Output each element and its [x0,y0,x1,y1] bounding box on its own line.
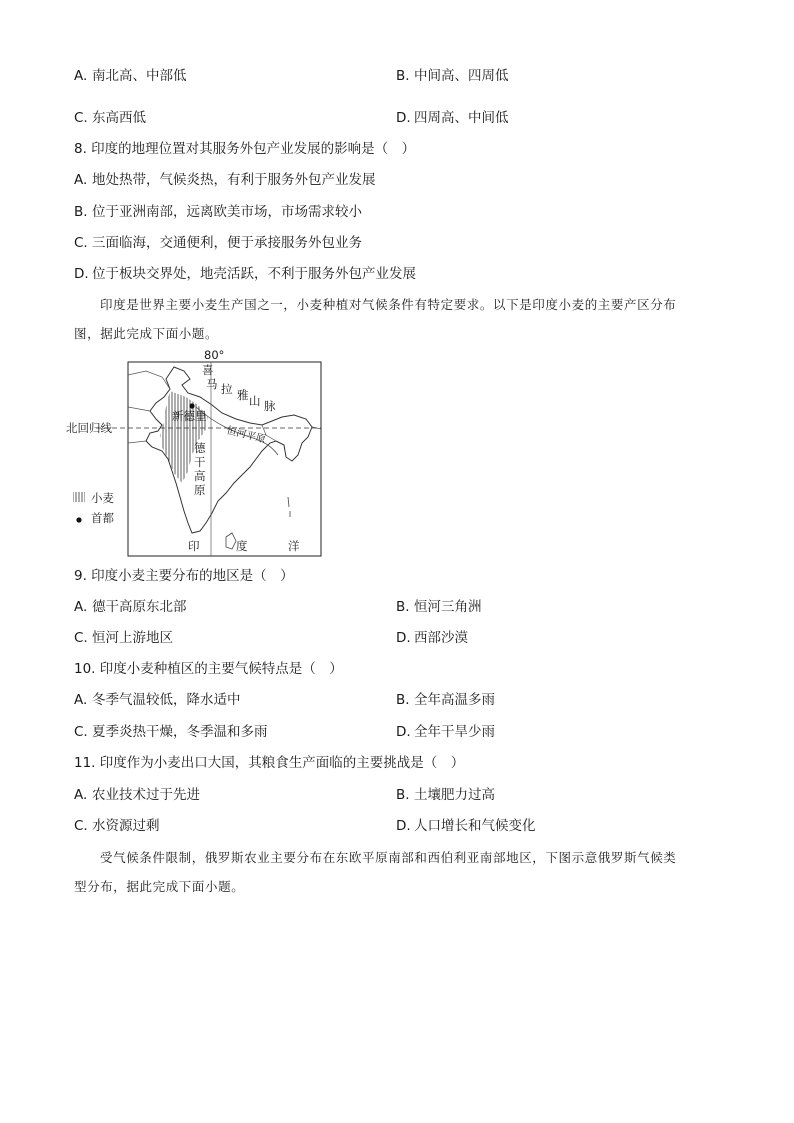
q11-option-b: B. 土壤肥力过高 [396,787,495,803]
q8-option-d: D. 位于板块交界处，地壳活跃，不利于服务外包产业发展 [74,266,416,282]
q9-option-d: D. 西部沙漠 [396,630,468,646]
himalaya-char-1: 喜 [202,363,214,377]
intro-paragraph-russia: 受气候条件限制，俄罗斯农业主要分布在东欧平原南部和西伯利亚南部地区，下图示意俄罗斯气候类 型分布，据此完成下面小题。 [74,850,677,894]
deccan-char-1: 德 [194,441,206,455]
q11-stem: 11. 印度作为小麦出口大国，其粮食生产面临的主要挑战是（ ） [74,755,465,771]
q7-option-b: B. 中间高、四周低 [396,68,509,84]
deccan-char-3: 高 [194,469,206,483]
tropic-label: 北回归线 [66,421,112,435]
deccan-char-4: 原 [194,483,206,497]
himalaya-char-2: 马 [206,377,218,391]
q11-option-c: C. 水资源过剩 [74,818,160,834]
intro-paragraph-india: 印度是世界主要小麦生产国之一，小麦种植对气候条件有特定要求。以下是印度小麦的主要产区分布 图，据此完成下面小题。 [74,297,677,341]
q9-option-c: C. 恒河上游地区 [74,630,173,646]
q11-option-d: D. 人口增长和气候变化 [396,818,536,834]
himalaya-char-5: 山 [249,394,261,408]
q9-option-a: A. 德干高原东北部 [74,599,187,615]
ocean-char-3: 洋 [288,539,300,553]
q7-option-c: C. 东高西低 [74,110,146,126]
himalaya-char-6: 脉 [264,399,276,413]
india-wheat-map [66,347,328,559]
ocean-char-1: 印 [188,539,200,553]
q8-stem: 8. 印度的地理位置对其服务外包产业发展的影响是（ ） [74,141,416,157]
q9-option-b: B. 恒河三角洲 [396,599,482,615]
meridian-label: 80° [204,348,225,362]
q10-stem: 10. 印度小麦种植区的主要气候特点是（ ） [74,661,343,677]
q9-stem: 9. 印度小麦主要分布的地区是（ ） [74,568,294,584]
q10-option-c: C. 夏季炎热干燥，冬季温和多雨 [74,724,268,740]
q8-option-a: A. 地处热带，气候炎热，有利于服务外包产业发展 [74,172,376,188]
ocean-char-2: 度 [236,539,248,553]
q11-option-a: A. 农业技术过于先进 [74,787,200,803]
legend-wheat-label: 小麦 [91,491,114,505]
legend-wheat-swatch [73,492,85,502]
q8-option-b: B. 位于亚洲南部，远离欧美市场，市场需求较小 [74,204,362,220]
q10-option-a: A. 冬季气温较低，降水适中 [74,692,241,708]
legend-capital-label: 首都 [91,511,114,525]
capital-label: 新德里 [172,409,207,423]
legend-capital-dot [76,517,81,522]
himalaya-char-4: 雅 [237,388,249,402]
q7-option-d: D. 四周高、中间低 [396,110,509,126]
q7-option-a: A. 南北高、中部低 [74,68,187,84]
deccan-char-2: 干 [194,455,206,469]
q10-option-b: B. 全年高温多雨 [396,692,495,708]
capital-dot [189,403,194,408]
q10-option-d: D. 全年干旱少雨 [396,724,495,740]
himalaya-char-3: 拉 [221,382,233,396]
q8-option-c: C. 三面临海，交通便利，便于承接服务外包业务 [74,235,362,251]
ganges-plain-label: 恒河平原 [225,425,267,446]
